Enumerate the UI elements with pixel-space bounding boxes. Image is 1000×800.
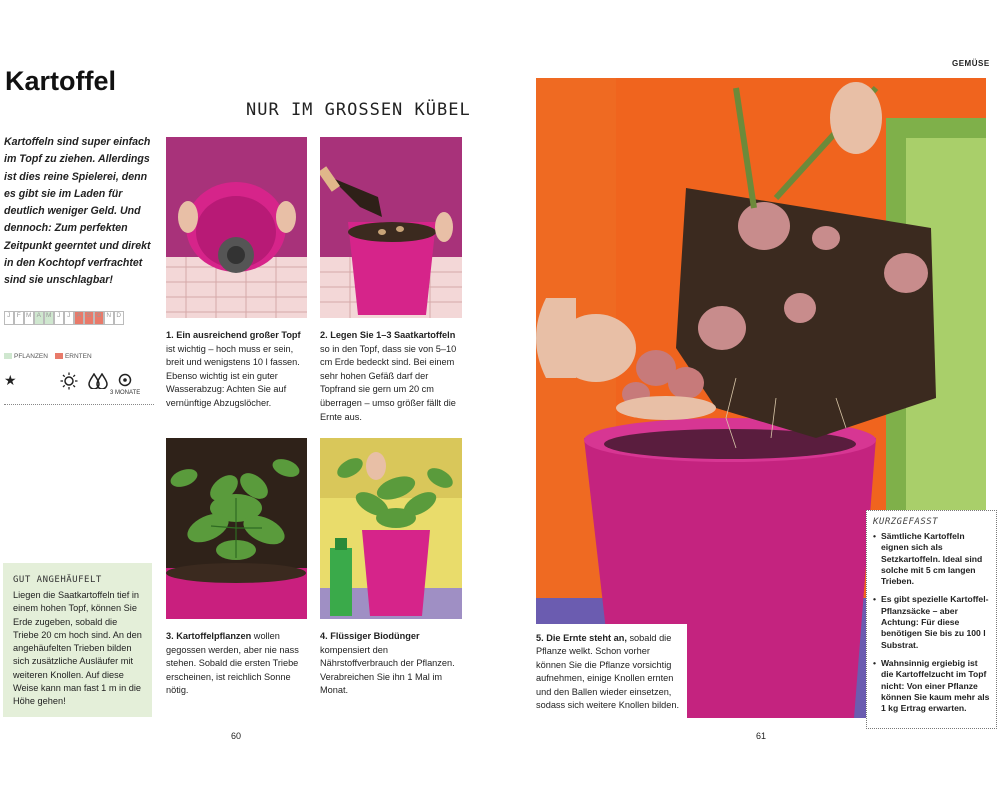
calendar-month-cell: O [94, 311, 104, 325]
summary-list [873, 531, 990, 714]
legend-harvest-swatch [55, 353, 63, 359]
calendar-month-cell: J [54, 311, 64, 325]
summary-item: • Es gibt spezielle Kartoffel-Pflanzsäcke – aber Achtung: Für diese benötigen Sie bis zu 100 l Substrat. [873, 594, 990, 650]
legend-harvest [55, 353, 92, 360]
calendar-month-cell: F [14, 311, 24, 325]
calendar-month-cell: A [34, 311, 44, 325]
planting-calendar [4, 311, 150, 325]
step-1-text: ist wichtig – hoch muss er sein, breit und wenigstens 10 l fassen. Ebenso wichtig ist ein guter Wasserabzug: Achten Sie auf vernünftige Abzugslöcher. [166, 343, 300, 408]
duration-note: 3 MONATE [110, 390, 141, 396]
step-3-title: 3. Kartoffelpflanzen [166, 631, 252, 641]
legend-plant [4, 353, 48, 360]
timer-icon [118, 373, 132, 387]
calendar-month-cell: S [84, 311, 94, 325]
step-3-text: wollen gegossen werden, aber nie nass stehen. Sobald die ersten Triebe erscheinen, ist reichlich Sonne nötig. [166, 631, 299, 696]
step-2-text: so in den Topf, dass sie von 5–10 cm Erde bedeckt sind. Bei einem sehr hohen Gefäß darf der Topfrand sie gern um 20 cm überragen – umso größer fällt die Ernte aus. [320, 343, 457, 422]
photo-potato-plants [166, 438, 307, 619]
sun-icon [60, 372, 78, 390]
care-icons [4, 372, 154, 402]
step-4-text: kompensiert den Nährstoffverbrauch der Pflanzen. Verabreichen Sie ihn 1 Mal im Monat. [320, 644, 455, 696]
photo-fertilizer [320, 438, 462, 619]
step-3-caption [166, 630, 309, 698]
step-5-caption [529, 624, 687, 718]
calendar-month-cell: J [4, 311, 14, 325]
page-title: Kartoffel [5, 66, 117, 96]
calendar-month-cell: M [24, 311, 34, 325]
step-5-text: sobald die Pflanze welkt. Schon vorher können Sie die Pflanze vorsichtig aufnehmen, einige Knollen ernten und den Ballen wieder einsetzen, sodass sich weitere Knollen bilden. [536, 633, 679, 711]
section-label: GEMÜSE [952, 59, 990, 68]
calendar-legend [4, 353, 92, 360]
star-icon: ★ [4, 372, 17, 388]
calendar-month-cell: D [114, 311, 124, 325]
photo-empty-pot [166, 137, 307, 318]
step-4-title: 4. Flüssiger Biodünger [320, 631, 420, 641]
water-drops-icon [88, 373, 108, 389]
page-number-right: 61 [756, 731, 767, 741]
legend-harvest-label: ERNTEN [64, 353, 92, 360]
tip-title: GUT ANGEHÄUFELT [13, 575, 102, 585]
step-1-title: 1. Ein ausreichend großer Topf [166, 330, 301, 340]
divider [4, 404, 154, 405]
summary-title: KURZGEFASST [873, 517, 939, 527]
step-2-caption [320, 329, 466, 424]
step-2-title: 2. Legen Sie 1–3 Saatkartoffeln [320, 330, 456, 340]
handwritten-heading: NUR IM GROSSEN KÜBEL [246, 100, 471, 120]
legend-plant-label: PFLANZEN [14, 353, 48, 360]
step-4-caption [320, 630, 466, 698]
calendar-month-cell: A [74, 311, 84, 325]
step-1-caption [166, 329, 311, 411]
calendar-month-cell: J [64, 311, 74, 325]
legend-plant-swatch [4, 353, 12, 359]
summary-item: • Wahnsinnig ergiebig ist die Kartoffelzucht im Topf nicht: Von einer Pflanze können Sie kaum mehr als 1 kg Ertrag erwarten. [873, 658, 990, 714]
calendar-month-cell: N [104, 311, 114, 325]
tip-text: Liegen die Saatkartoffeln tief in einem hohen Topf, können Sie Erde zugeben, sobald die Triebe 20 cm hoch sind. An den angehäufelten Trieben bilden sich zusätzliche Ausläufer mit weiteren Knollen. Auf diese Weise kann man fast 1 m in die Höhe gehen! [13, 590, 142, 707]
calendar-month-cell: M [44, 311, 54, 325]
page-number-left: 60 [231, 731, 242, 741]
summary-box [866, 510, 997, 729]
photo-adding-soil [320, 137, 462, 318]
intro-text: Kartoffeln sind super einfach im Topf zu ziehen. Allerdings ist dies reine Spielerei, denn es gibt sie im Laden für deutlich weniger Geld. Und dennoch: Zum perfekten Zeitpunkt geerntet und direkt in den Kochtopf verfrachtet sind sie unschlagbar! [4, 136, 151, 287]
tip-box [3, 563, 152, 717]
calendar-months-row [4, 311, 150, 325]
step-5-title: 5. Die Ernte steht an, [536, 633, 627, 643]
summary-item: • Sämtliche Kartoffeln eignen sich als Setzkartoffeln. Ideal sind solche mit 5 cm langen Trieben. [873, 531, 990, 587]
